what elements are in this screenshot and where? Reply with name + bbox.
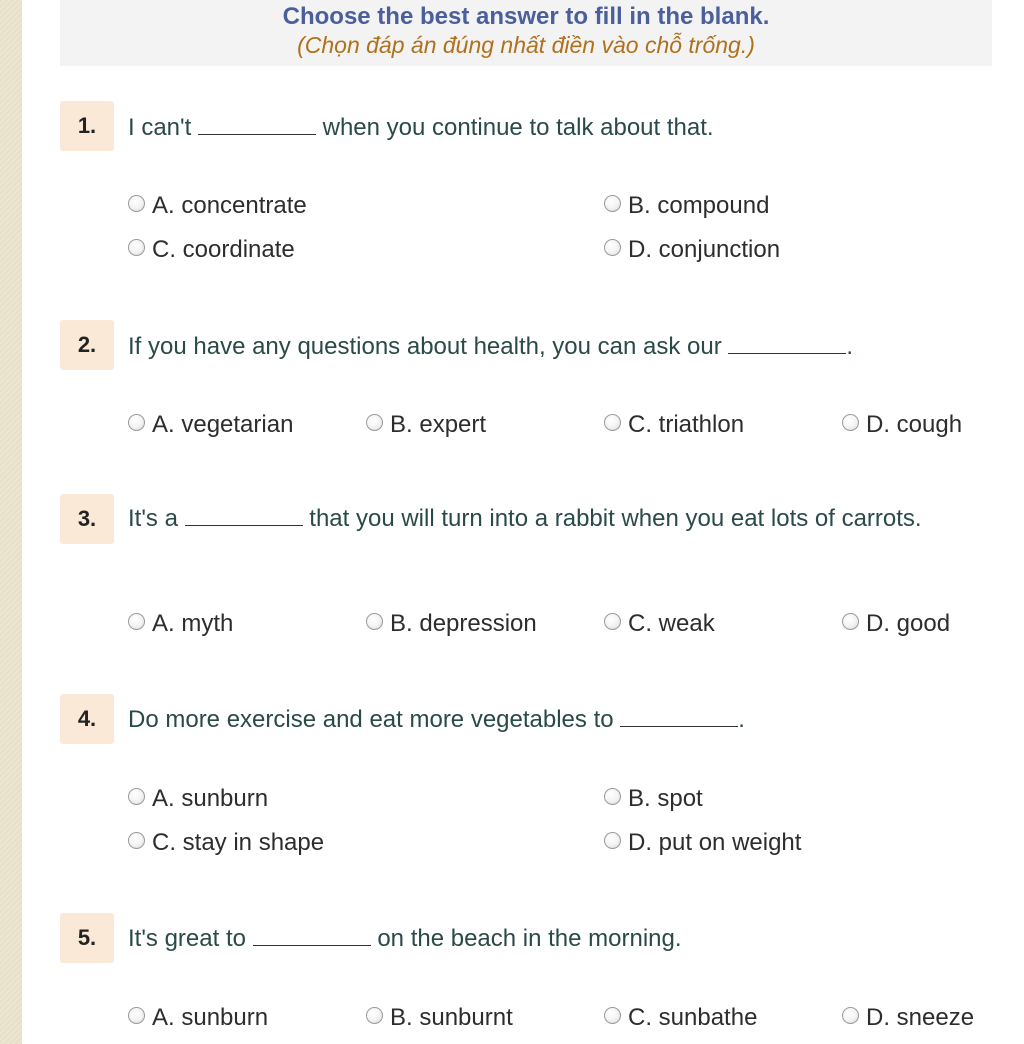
instructions-header [60, 0, 992, 66]
question-5-option-c[interactable] [604, 1003, 757, 1033]
radio-button-icon[interactable] [128, 414, 145, 431]
radio-button-icon[interactable] [604, 195, 621, 212]
option-label: B. expert [390, 411, 487, 438]
page-margin-strip [0, 0, 22, 1044]
option-label: B. spot [628, 785, 703, 812]
option-label: D. put on weight [628, 829, 802, 856]
radio-button-icon[interactable] [604, 832, 621, 849]
question-3-option-d[interactable] [842, 609, 950, 639]
option-label: A. vegetarian [152, 411, 294, 438]
radio-button-icon[interactable] [842, 414, 859, 431]
question-number-2: 2. [60, 320, 114, 370]
option-label: B. depression [390, 610, 537, 637]
option-label: B. compound [628, 192, 770, 219]
radio-button-icon[interactable] [128, 832, 145, 849]
question-2-blank [728, 331, 846, 354]
option-label: A. concentrate [152, 192, 307, 219]
question-5-option-d[interactable] [842, 1003, 974, 1033]
question-5-text-after: on the beach in the morning. [377, 925, 682, 952]
question-3-text [128, 493, 984, 545]
question-2-text [128, 331, 853, 362]
question-2-option-b[interactable] [366, 410, 486, 440]
question-2-text-before: If you have any questions about health, you can ask our [128, 333, 722, 360]
question-number-3: 3. [60, 494, 114, 544]
option-label: C. weak [628, 610, 715, 637]
radio-button-icon[interactable] [128, 1007, 145, 1024]
question-5-blank [253, 923, 371, 946]
radio-button-icon[interactable] [604, 613, 621, 630]
question-3-option-b[interactable] [366, 609, 537, 639]
question-4-blank [620, 704, 738, 727]
question-number-4: 4. [60, 694, 114, 744]
radio-button-icon[interactable] [366, 414, 383, 431]
radio-button-icon[interactable] [366, 613, 383, 630]
question-4-option-b[interactable] [604, 784, 703, 814]
question-2-option-c[interactable] [604, 410, 744, 440]
question-1-text-before: I can't [128, 114, 192, 141]
question-4-text [128, 704, 745, 735]
question-4-option-a[interactable] [128, 784, 268, 814]
radio-button-icon[interactable] [842, 613, 859, 630]
radio-button-icon[interactable] [366, 1007, 383, 1024]
option-label: A. sunburn [152, 785, 269, 812]
radio-button-icon[interactable] [128, 788, 145, 805]
question-3-text-before: It's a [128, 505, 178, 532]
question-1-option-d[interactable] [604, 235, 780, 265]
question-2-option-a[interactable] [128, 410, 293, 440]
question-1-blank [198, 112, 316, 135]
option-label: C. coordinate [152, 236, 295, 263]
question-4-text-after: . [738, 706, 745, 733]
radio-button-icon[interactable] [842, 1007, 859, 1024]
question-3-option-c[interactable] [604, 609, 715, 639]
option-label: A. sunburn [152, 1004, 269, 1031]
question-number-1: 1. [60, 101, 114, 151]
radio-button-icon[interactable] [128, 195, 145, 212]
radio-button-icon[interactable] [604, 239, 621, 256]
option-label: D. sneeze [866, 1004, 975, 1031]
question-4-option-d[interactable] [604, 828, 801, 858]
instructions-title: Choose the best answer to fill in the blank. [282, 3, 770, 30]
question-1-option-c[interactable] [128, 235, 295, 265]
question-3-text-after: that you will turn into a rabbit when you eat lots of carrots. [309, 505, 922, 532]
question-3-option-a[interactable] [128, 609, 233, 639]
question-1-text [128, 112, 714, 143]
option-label: A. myth [152, 610, 234, 637]
option-label: C. sunbathe [628, 1004, 758, 1031]
question-4-text-before: Do more exercise and eat more vegetables to [128, 706, 614, 733]
question-5-option-a[interactable] [128, 1003, 268, 1033]
question-4-option-c[interactable] [128, 828, 324, 858]
question-5-option-b[interactable] [366, 1003, 513, 1033]
question-2-option-d[interactable] [842, 410, 962, 440]
question-5-text [128, 923, 682, 954]
question-1-option-b[interactable] [604, 191, 769, 221]
option-label: B. sunburnt [390, 1004, 513, 1031]
option-label: D. conjunction [628, 236, 781, 263]
option-label: C. triathlon [628, 411, 745, 438]
radio-button-icon[interactable] [604, 788, 621, 805]
question-5-text-before: It's great to [128, 925, 246, 952]
instructions-subtitle: (Chọn đáp án đúng nhất điền vào chỗ trống.) [297, 32, 755, 58]
radio-button-icon[interactable] [128, 613, 145, 630]
radio-button-icon[interactable] [604, 414, 621, 431]
option-label: C. stay in shape [152, 829, 325, 856]
question-number-5: 5. [60, 913, 114, 963]
option-label: D. good [866, 610, 951, 637]
question-3-blank [185, 503, 303, 526]
radio-button-icon[interactable] [604, 1007, 621, 1024]
question-1-option-a[interactable] [128, 191, 307, 221]
radio-button-icon[interactable] [128, 239, 145, 256]
option-label: D. cough [866, 411, 963, 438]
question-1-text-after: when you continue to talk about that. [322, 114, 714, 141]
question-2-text-after: . [846, 333, 854, 360]
